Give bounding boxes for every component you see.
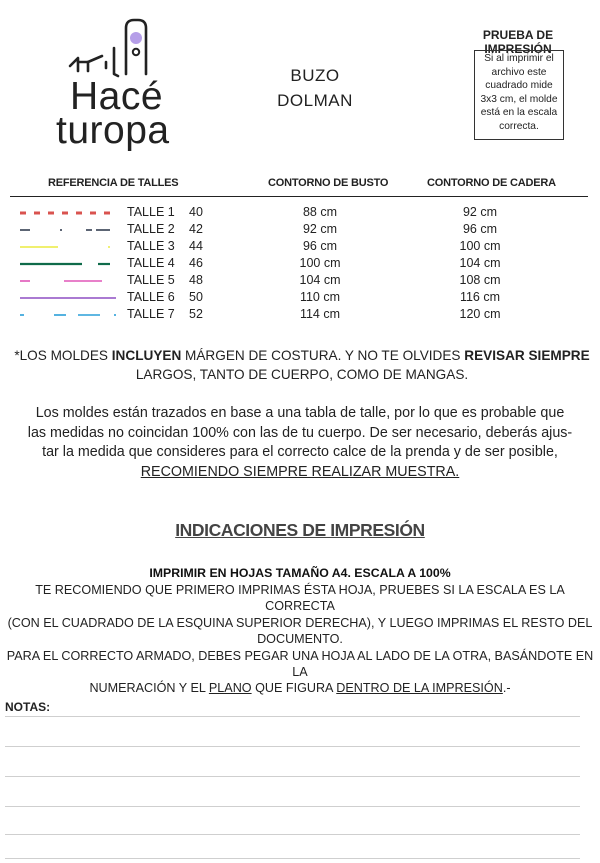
size-label: TALLE 1 [127, 205, 175, 219]
table-divider [10, 196, 588, 197]
hip-value: 100 cm [459, 239, 501, 253]
note-line [5, 834, 580, 835]
size-label: TALLE 6 [127, 290, 175, 304]
brand-line-2: turopa [56, 109, 170, 152]
size-number: 42 [189, 222, 203, 236]
notes-label: NOTAS: [5, 700, 51, 714]
bust-value: 114 cm [299, 307, 341, 321]
hip-value: 108 cm [459, 273, 501, 287]
print-test-line: correcta. [499, 120, 539, 132]
print-instructions-subtitle: IMPRIMIR EN HOJAS TAMAÑO A4. ESCALA A 100% [149, 566, 451, 580]
size-label: TALLE 2 [127, 222, 175, 236]
print-test-line: archivo este [491, 66, 547, 78]
hip-value: 96 cm [462, 222, 498, 236]
hip-value: 116 cm [459, 290, 501, 304]
size-number: 50 [189, 290, 203, 304]
product-name [265, 63, 365, 113]
print-test-line: está en la escala [480, 107, 558, 119]
bust-value: 96 cm [302, 239, 338, 253]
info-line: las medidas no coincidan 100% con las de tu cuerpo. De ser necesario, deberás ajus- [27, 424, 573, 441]
sewing-machine-icon [66, 16, 166, 80]
print-test-square [474, 50, 564, 140]
header-hip: CONTORNO DE CADERA [427, 177, 556, 189]
note-line [5, 776, 580, 777]
print-test-line: Si al imprimir el [484, 53, 554, 64]
seam-note-line-1: *LOS MOLDES INCLUYEN MÁRGEN DE COSTURA. Y NO TE OLVIDES REVISAR SIEMPRE [14, 348, 590, 363]
header-reference: REFERENCIA DE TALLES [48, 177, 179, 189]
size-number: 44 [189, 239, 203, 253]
size-line-sample [20, 210, 120, 216]
seam-allowance-note [14, 346, 590, 384]
print-line: PARA EL CORRECTO ARMADO, DEBES PEGAR UNA HOJA AL LADO DE LA OTRA, BASÁNDOTE EN LA [6, 648, 594, 680]
bust-value: 110 cm [299, 290, 341, 304]
bust-value: 100 cm [299, 256, 341, 270]
hip-value: 104 cm [459, 256, 501, 270]
size-line-sample [20, 227, 120, 233]
size-number: 40 [189, 205, 203, 219]
print-test-line: cuadrado mide [485, 80, 553, 92]
print-line: DOCUMENTO. [257, 632, 343, 647]
product-line-2: DOLMAN [277, 91, 353, 110]
size-line-sample [20, 295, 120, 301]
print-line: TE RECOMIENDO QUE PRIMERO IMPRIMAS ÉSTA HOJA, PRUEBES SI LA ESCALA ES LA CORRECTA [35, 583, 565, 614]
brand-name [56, 75, 170, 152]
size-number: 48 [189, 273, 203, 287]
pattern-info-paragraph [8, 404, 592, 482]
size-number: 52 [189, 307, 203, 321]
print-test-title: PRUEBA DE IMPRESIÓN [482, 28, 554, 56]
size-line-sample [20, 244, 120, 250]
print-line: (CON EL CUADRADO DE LA ESQUINA SUPERIOR DERECHA), Y LUEGO IMPRIMAS EL RESTO DEL [7, 615, 593, 630]
bust-value: 104 cm [299, 273, 341, 287]
note-line [5, 746, 580, 747]
size-line-sample [20, 278, 120, 284]
size-line-sample [20, 261, 120, 267]
hip-value: 120 cm [459, 307, 501, 321]
product-line-1: BUZO [290, 66, 340, 85]
bust-value: 92 cm [302, 222, 338, 236]
print-instructions-body [4, 582, 596, 697]
print-line-last: NUMERACIÓN Y EL PLANO QUE FIGURA DENTRO DE LA IMPRESIÓN.- [89, 681, 511, 696]
seam-note-line-2: LARGOS, TANTO DE CUERPO, COMO DE MANGAS. [135, 367, 469, 382]
note-line [5, 858, 580, 859]
info-line: tar la medida que consideres para el correcto calce de la prenda y de ser posible, [42, 444, 558, 461]
bust-value: 88 cm [302, 205, 338, 219]
size-number: 46 [189, 256, 203, 270]
note-line [5, 806, 580, 807]
brand-logo [56, 16, 196, 152]
hip-value: 92 cm [462, 205, 498, 219]
print-instructions-title: INDICACIONES DE IMPRESIÓN [175, 520, 425, 540]
size-label: TALLE 3 [127, 239, 175, 253]
size-label: TALLE 4 [127, 256, 175, 270]
size-line-sample [20, 312, 120, 318]
print-test-line: 3x3 cm, el molde [480, 93, 558, 105]
header-bust: CONTORNO DE BUSTO [268, 177, 389, 189]
info-line: Los moldes están trazados en base a una tabla de talle, por lo que es probable que [35, 405, 565, 421]
note-line [5, 716, 580, 717]
info-recommendation: RECOMIENDO SIEMPRE REALIZAR MUESTRA. [140, 463, 460, 480]
size-label: TALLE 7 [127, 307, 175, 321]
size-label: TALLE 5 [127, 273, 175, 287]
brand-line-1: Hacé [70, 75, 164, 118]
